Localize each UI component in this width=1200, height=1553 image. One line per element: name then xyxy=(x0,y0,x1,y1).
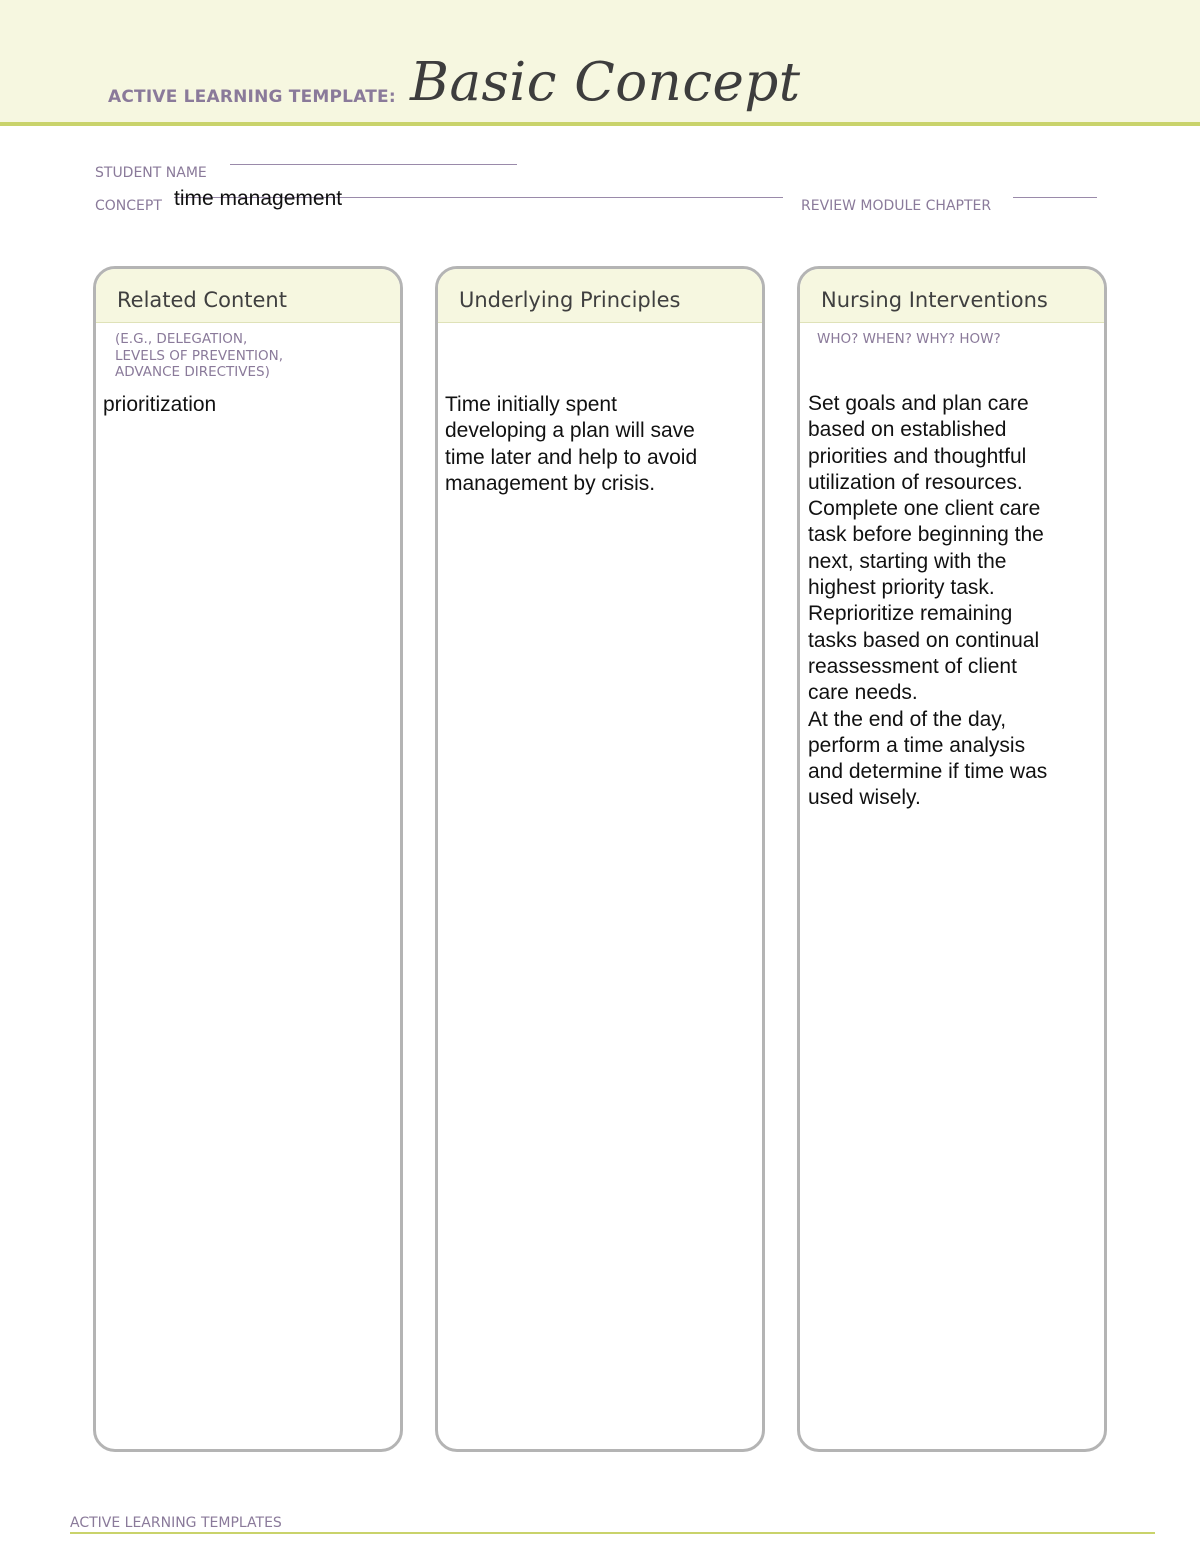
concept-value: time management xyxy=(174,187,343,210)
concept-label: CONCEPT xyxy=(95,198,162,214)
nursing-interventions-title: Nursing Interventions xyxy=(821,288,1048,312)
nursing-interventions-subtitle: WHO? WHEN? WHY? HOW? xyxy=(817,331,1001,347)
nursing-interventions-text[interactable]: Set goals and plan care based on established priorities and thoughtful utilization of resources. Complete one client care task before beginning the next, starting with the highest priority task. Reprioritize remaining tasks based on continual reassessment of client care needs. At the end of the day, perform a time analysis and determine if time was used wisely. xyxy=(808,392,1048,810)
related-content-panel xyxy=(93,266,403,1452)
student-name-field[interactable] xyxy=(230,164,517,165)
footer-rule xyxy=(70,1532,1155,1534)
nursing-interventions-panel xyxy=(797,266,1107,1452)
student-name-label: STUDENT NAME xyxy=(95,165,207,181)
review-module-label: REVIEW MODULE CHAPTER xyxy=(801,198,992,214)
review-module-field[interactable] xyxy=(1013,197,1097,198)
template-label: ACTIVE LEARNING TEMPLATE: xyxy=(108,87,396,107)
page-title: Basic Concept xyxy=(410,52,801,113)
related-content-subtitle: (E.G., DELEGATION, LEVELS OF PREVENTION, ADVANCE DIRECTIVES) xyxy=(115,331,284,380)
related-content-text[interactable]: prioritization xyxy=(103,393,217,416)
footer-label: ACTIVE LEARNING TEMPLATES xyxy=(70,1515,282,1531)
header-rule xyxy=(0,122,1200,126)
underlying-principles-text[interactable]: Time initially spent developing a plan will save time later and help to avoid management by crisis. xyxy=(445,393,698,495)
underlying-principles-panel xyxy=(435,266,765,1452)
related-content-title: Related Content xyxy=(117,288,287,312)
underlying-principles-title: Underlying Principles xyxy=(459,288,681,312)
